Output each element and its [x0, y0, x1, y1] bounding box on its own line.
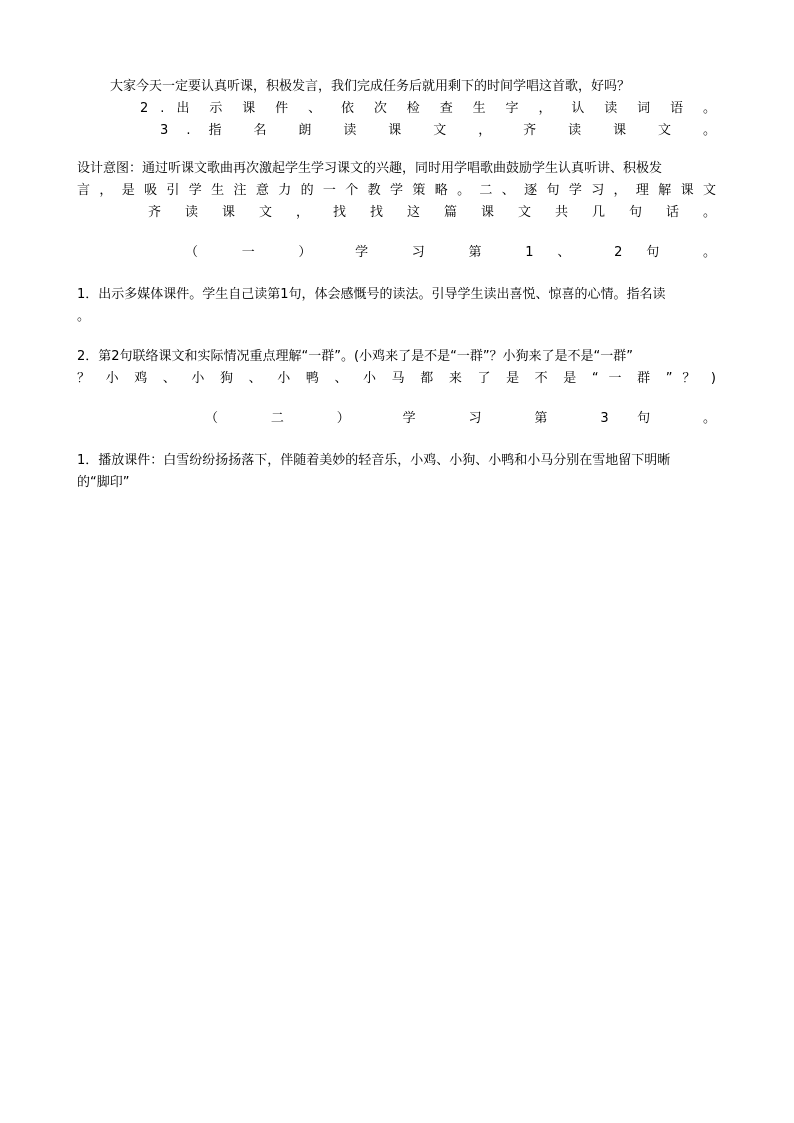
text-line-item-1: 1．出示多媒体课件。学生自己读第1句，体会感慨号的读法。引导学生读出喜悦、惊喜的心情。指名读: [77, 287, 666, 302]
text-line-item-3: 1．播放课件：白雪纷纷扬扬落下，伴随着美妙的轻音乐，小鸡、小狗、小鸭和小马分别在雪地留下明晰: [77, 453, 671, 468]
text-line-item-2-cont: ？ 小 鸡 、 小 狗 、 小 鸭 、 小 马 都 来 了 是 不 是 “ 一 群 ” ？ ): [77, 371, 716, 386]
text-line-greeting: 大家今天一定要认真听课，积极发言，我们完成任务后就用剩下的时间学唱这首歌，好吗？: [110, 79, 631, 94]
section-heading-one: （ 一 ） 学 习 第 1 、 2 句 。: [185, 245, 716, 260]
section-heading-two: （ 二 ） 学 习 第 3 句 。: [205, 411, 716, 426]
text-line-step-3: 3 . 指 名 朗 读 课 文 ， 齐 读 课 文 。: [160, 123, 716, 138]
text-line-step-2: 2 . 出 示 课 件 、 依 次 检 查 生 字 ， 认 读 词 语 。: [140, 101, 716, 116]
text-line-design-intent-cont: 言 ， 是 吸 引 学 生 注 意 力 的 一 个 教 学 策 略 。 二 、 逐 句 学 习 ， 理 解 课 文: [77, 183, 716, 198]
text-line-item-1-cont: 。: [77, 309, 91, 324]
text-line-item-2: 2．第2句联络课文和实际情况重点理解“一群”。(小鸡来了是不是“一群”？小狗来了是不是“一群”: [77, 349, 634, 364]
text-line-read-aloud: 齐 读 课 文 ， 找 找 这 篇 课 文 共 几 句 话 。: [148, 205, 716, 220]
text-line-item-3-cont: 的“脚印”: [77, 475, 130, 490]
text-line-design-intent: 设计意图：通过听课文歌曲再次激起学生学习课文的兴趣，同时用学唱歌曲鼓励学生认真听讲、积极发: [77, 161, 663, 176]
